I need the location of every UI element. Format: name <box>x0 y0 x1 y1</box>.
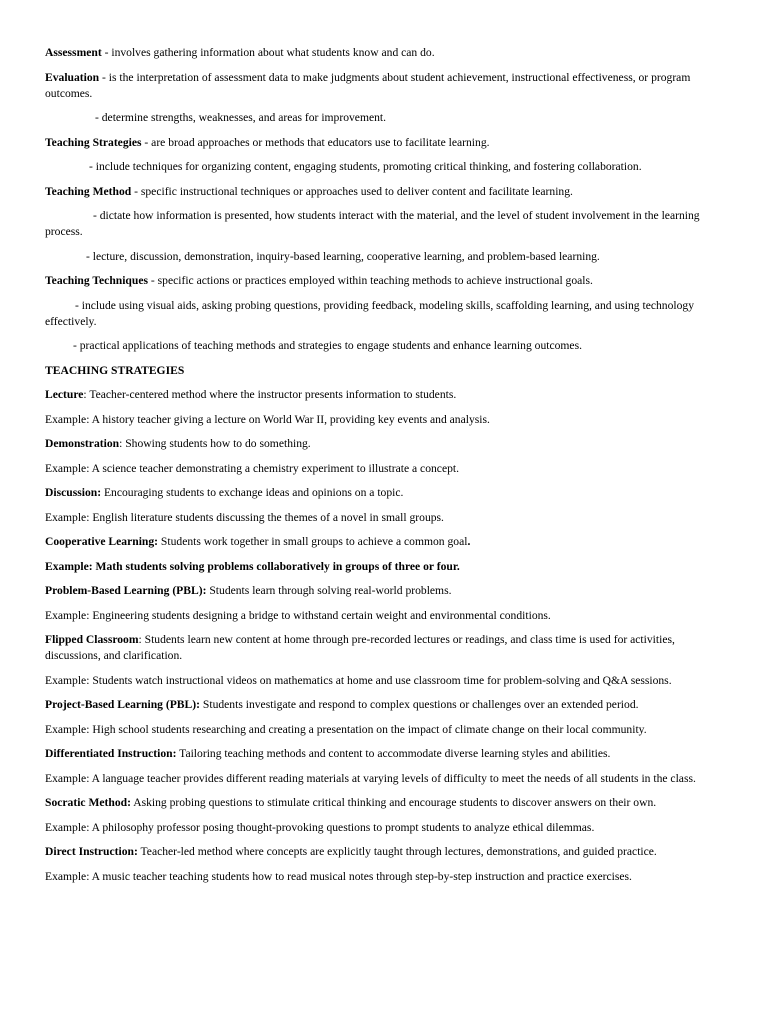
strategy-flipped-classroom <box>45 632 725 664</box>
strategy-example: Example: A philosophy professor posing thought-provoking questions to prompt students to analyze ethical dilemmas. <box>45 820 595 834</box>
term: Assessment <box>45 46 102 59</box>
strategy-text: Teacher-led method where concepts are explicitly taught through lectures, demonstrations, and guided practice. <box>137 845 657 858</box>
strategy-problem-based-learning <box>45 583 725 599</box>
strategy-text: Asking probing questions to stimulate critical thinking and encourage students to discover answers on their own. <box>130 796 657 809</box>
strategy-example: Example: High school students researching and creating a presentation on the impact of climate change on their local community. <box>45 722 647 736</box>
term: Flipped Classroom <box>45 633 139 646</box>
strategy-text: : Teacher-centered method where the instructor presents information to students. <box>83 388 457 401</box>
definition-text: - specific instructional techniques or approaches used to deliver content and facilitate learning. <box>131 184 573 198</box>
strategy-example: Example: Math students solving problems collaboratively in groups of three or four. <box>45 559 460 573</box>
definition-text: - involves gathering information about what students know and can do. <box>101 46 435 59</box>
section-heading: TEACHING STRATEGIES <box>45 363 185 377</box>
strategy-text: : Showing students how to do something. <box>119 437 311 450</box>
sub-point: - include techniques for organizing content, engaging students, promoting critical thinking, and fostering collaboration. <box>89 160 642 173</box>
term: Lecture <box>45 388 84 401</box>
strategy-text: Encouraging students to exchange ideas and opinions on a topic. <box>101 486 404 499</box>
strategy-example: Example: Students watch instructional videos on mathematics at home and use classroom time for problem-solving and Q&A sessions. <box>45 673 672 687</box>
definition-teaching-strategies <box>45 135 725 151</box>
sub-point: - practical applications of teaching methods and strategies to engage students and enhance learning outcomes. <box>73 339 582 352</box>
definition-evaluation <box>45 70 725 102</box>
sub-point: - lecture, discussion, demonstration, inquiry-based learning, cooperative learning, and problem-based learning. <box>86 249 600 263</box>
strategy-socratic-method <box>45 795 725 811</box>
strategy-example: Example: A history teacher giving a lecture on World War II, providing key events and analysis. <box>45 412 490 426</box>
term: Problem-Based Learning (PBL): <box>45 584 207 597</box>
document-page <box>45 45 725 893</box>
term: Teaching Strategies <box>45 135 142 149</box>
term: Discussion: <box>45 486 102 499</box>
strategy-example: Example: A science teacher demonstrating a chemistry experiment to illustrate a concept. <box>45 461 460 475</box>
strategy-example: Example: English literature students discussing the themes of a novel in small groups. <box>45 510 444 524</box>
definition-text: - are broad approaches or methods that educators use to facilitate learning. <box>141 135 490 149</box>
term: Teaching Techniques <box>45 274 148 287</box>
definition-text: - is the interpretation of assessment data to make judgments about student achievement, instructional effectiveness, or program outcomes. <box>45 70 691 100</box>
strategy-demonstration <box>45 436 725 452</box>
definition-assessment <box>45 45 725 61</box>
strategy-lecture <box>45 387 725 403</box>
strategy-discussion <box>45 485 725 501</box>
term: Differentiated Instruction: <box>45 747 177 760</box>
definition-teaching-method <box>45 184 725 200</box>
sub-point: - determine strengths, weaknesses, and areas for improvement. <box>95 111 387 124</box>
strategy-text: : Students learn new content at home through pre-recorded lectures or readings, and class time is used for activities, discussions, and clarification. <box>45 633 675 662</box>
strategy-direct-instruction <box>45 844 725 860</box>
strategy-text: Students learn through solving real-world problems. <box>206 584 452 597</box>
strategy-example: Example: A language teacher provides different reading materials at varying levels of difficulty to meet the needs of all students in the class. <box>45 771 696 785</box>
strategy-cooperative-learning <box>45 534 725 550</box>
strategy-differentiated-instruction <box>45 746 725 762</box>
term: Cooperative Learning: <box>45 535 159 548</box>
strategy-example: Example: A music teacher teaching students how to read musical notes through step-by-step instruction and practice exercises. <box>45 869 632 883</box>
strategy-text: Tailoring teaching methods and content to accommodate diverse learning styles and abilities. <box>176 747 611 760</box>
term: Demonstration <box>45 437 120 450</box>
strategy-text: Students work together in small groups to achieve a common goal <box>158 535 468 548</box>
strategy-project-based-learning <box>45 697 725 713</box>
term: Evaluation <box>45 70 100 84</box>
strategy-text: Students investigate and respond to complex questions or challenges over an extended period. <box>200 698 639 711</box>
term: Socratic Method: <box>45 796 131 809</box>
term: Project-Based Learning (PBL): <box>45 698 200 711</box>
term: Direct Instruction: <box>45 845 138 858</box>
term: Teaching Method <box>45 184 132 198</box>
definition-text: - specific actions or practices employed within teaching methods to achieve instructional goals. <box>148 274 593 287</box>
sub-point: - include using visual aids, asking probing questions, providing feedback, modeling skills, scaffolding learning, and using technology effectively. <box>45 298 694 328</box>
strategy-text-end: . <box>467 535 471 548</box>
definition-teaching-techniques <box>45 273 725 289</box>
strategy-example: Example: Engineering students designing a bridge to withstand certain weight and environmental conditions. <box>45 608 551 622</box>
sub-point: - dictate how information is presented, how students interact with the material, and the level of student involvement in the learning process. <box>45 209 700 238</box>
